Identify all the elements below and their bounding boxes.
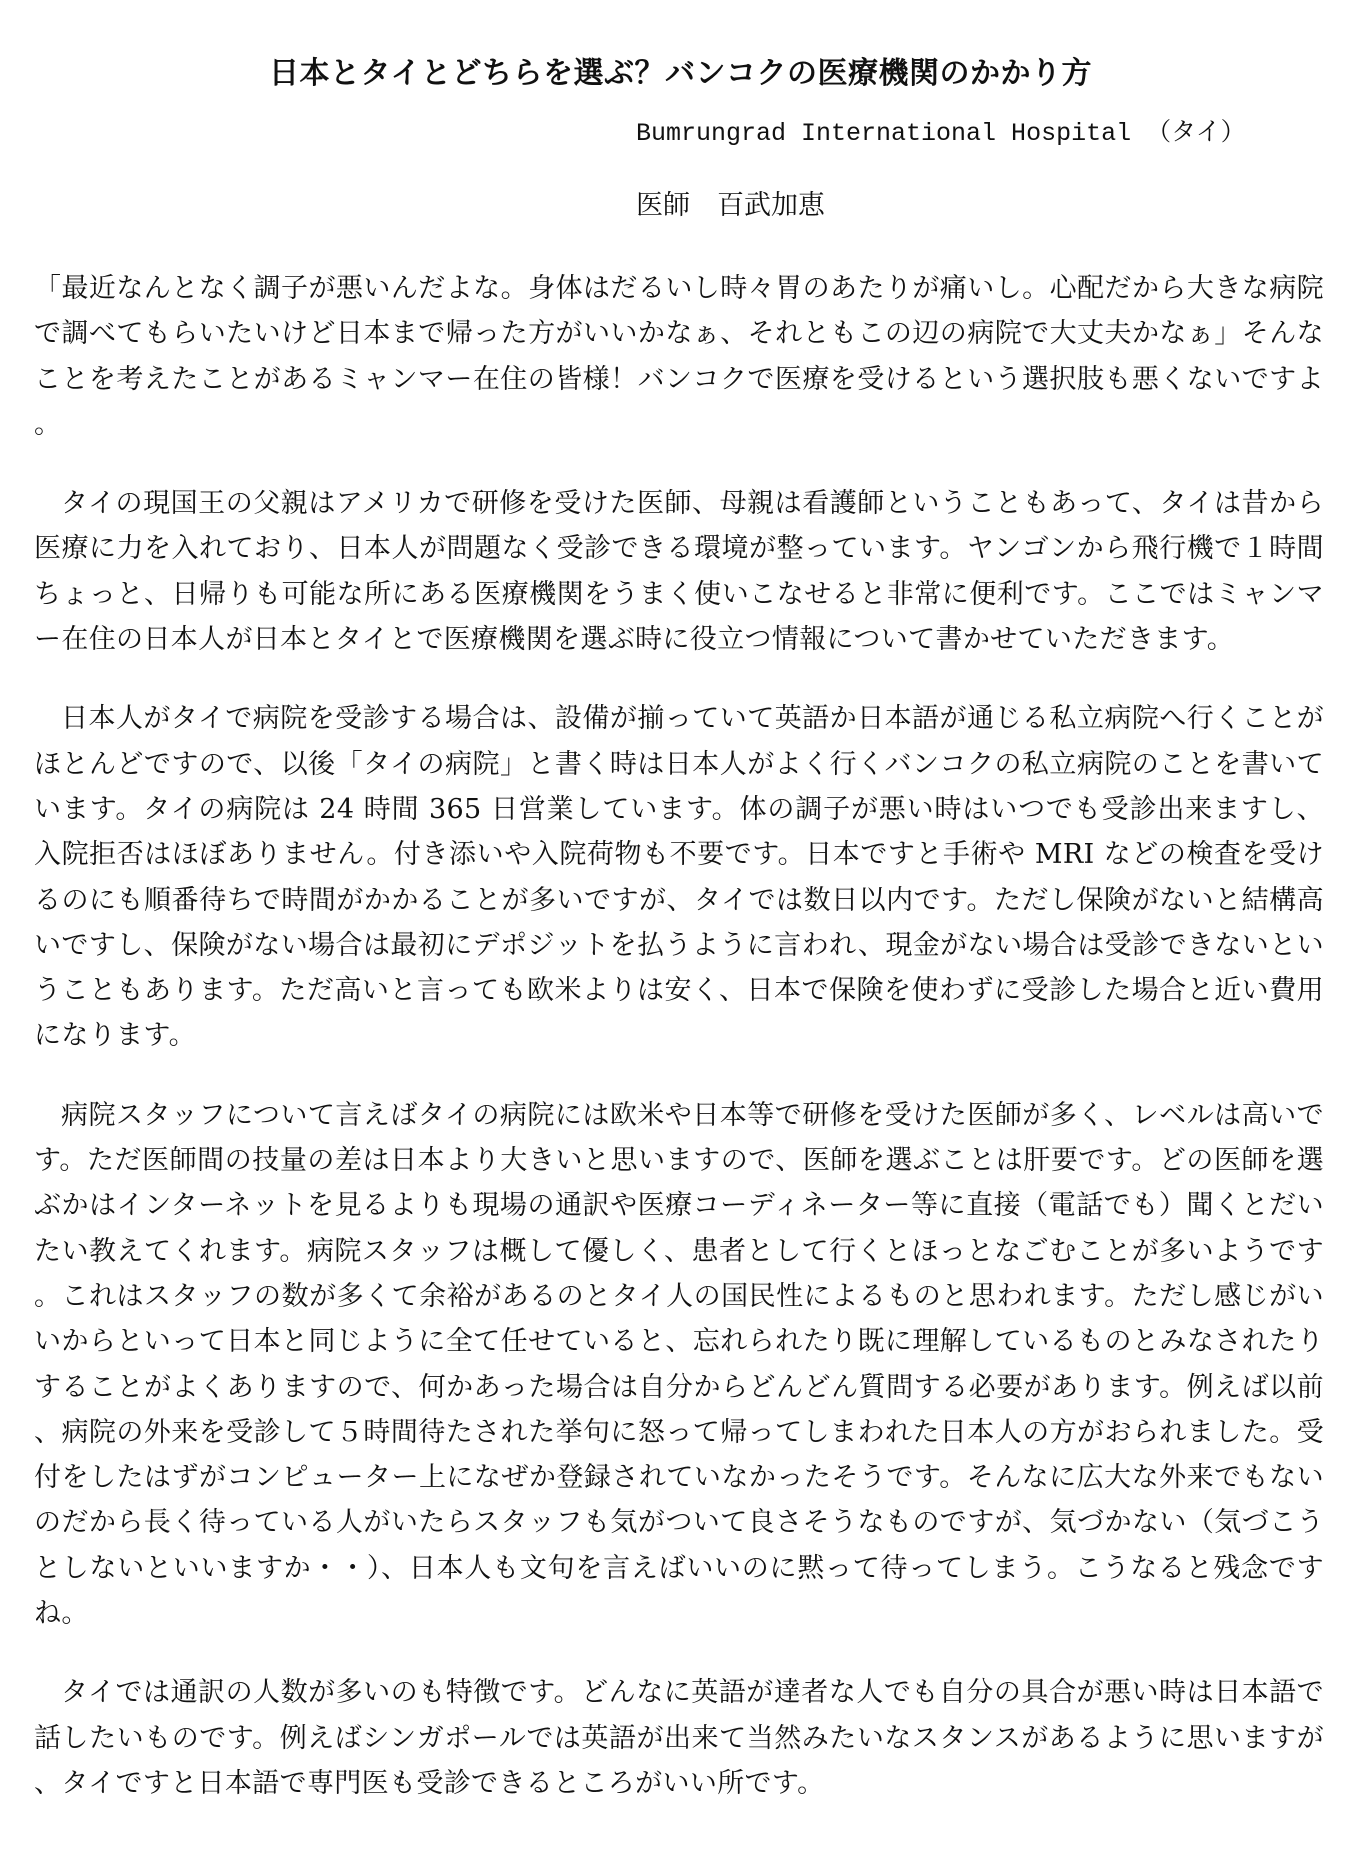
document-title: 日本とタイとどちらを選ぶ？バンコクの医療機関のかかり方 <box>269 56 1092 92</box>
author-affiliation <box>636 112 1246 154</box>
paragraph-thai-medical-environment: タイの現国王の父親はアメリカで研修を受けた医師、母親は看護師ということもあって、タイは昔から医療に力を入れており、日本人が問題なく受診できる環境が整っています。ヤンゴンから飛行機で１時間ちょっと、日帰りも可能な所にある医療機関をうまく使いこなせると非常に便利です。ここではミャンマー在住の日本人が日本とタイとで医療機関を選ぶ時に役立つ情報について書かせていただきます。 <box>34 488 1324 656</box>
article-body <box>34 266 1324 1806</box>
paragraph-interpreters: タイでは通訳の人数が多いのも特徴です。どんなに英語が達者な人でも自分の具合が悪い時は日本語で話したいものです。例えばシンガポールでは英語が出来て当然みたいなスタンスがあるように思いますが、タイですと日本語で専門医も受診できるところがいい所です。 <box>34 1677 1324 1799</box>
hospital-name: Bumrungrad International Hospital <box>636 119 1132 148</box>
affiliation-country: （タイ） <box>1146 117 1246 146</box>
paragraph-private-hospitals: 日本人がタイで病院を受診する場合は、設備が揃っていて英語か日本語が通じる私立病院へ行くことがほとんどですので、以後「タイの病院」と書く時は日本人がよく行くバンコクの私立病院のことを書いています。タイの病院は 24 時間 365 日営業しています。体の調子が悪い時はいつでも受診出来ますし、入院拒否はほぼありません。付き添いや入院荷物も不要です。日本ですと手術や MRI などの検査を受けるのにも順番待ちで時間がかかることが多いですが、タイでは数日以内です。ただし保険がないと結構高いですし、保険がない場合は最初にデポジットを払うように言われ、現金がない場合は受診できないということもあります。ただ高いと言っても欧米よりは安く、日本で保険を使わずに受診した場合と近い費用になります。 <box>34 703 1324 1052</box>
author-name: 医師 百武加恵 <box>636 190 825 221</box>
paragraph-hospital-staff: 病院スタッフについて言えばタイの病院には欧米や日本等で研修を受けた医師が多く、レベルは高いです。ただ医師間の技量の差は日本より大きいと思いますので、医師を選ぶことは肝要です。どの医師を選ぶかはインターネットを見るよりも現場の通訳や医療コーディネーター等に直接（電話でも）聞くとだいたい教えてくれます。病院スタッフは概して優しく、患者として行くとほっとなごむことが多いようです。これはスタッフの数が多くて余裕があるのとタイ人の国民性によるものと思われます。ただし感じがいいからといって日本と同じように全て任せていると、忘れられたり既に理解しているものとみなされたりすることがよくありますので、何かあった場合は自分からどんどん質問する必要があります。例えば以前、病院の外来を受診して５時間待たされた挙句に怒って帰ってしまわれた日本人の方がおられました。受付をしたはずがコンピューター上になぜか登録されていなかったそうです。そんなに広大な外来でもないのだから長く待っている人がいたらスタッフも気がついて良さそうなものですが、気づかない（気づこうとしないといいますか・・）、日本人も文句を言えばいいのに黙って待ってしまう。こうなると残念ですね。 <box>34 1099 1324 1630</box>
paragraph-intro: 「最近なんとなく調子が悪いんだよな。身体はだるいし時々胃のあたりが痛いし。心配だから大きな病院で調べてもらいたいけど日本まで帰った方がいいかなぁ、それともこの辺の病院で大丈夫かなぁ」そんなことを考えたことがあるミャンマー在住の皆様！バンコクで医療を受けるという選択肢も悪くないですよ。 <box>34 273 1324 440</box>
